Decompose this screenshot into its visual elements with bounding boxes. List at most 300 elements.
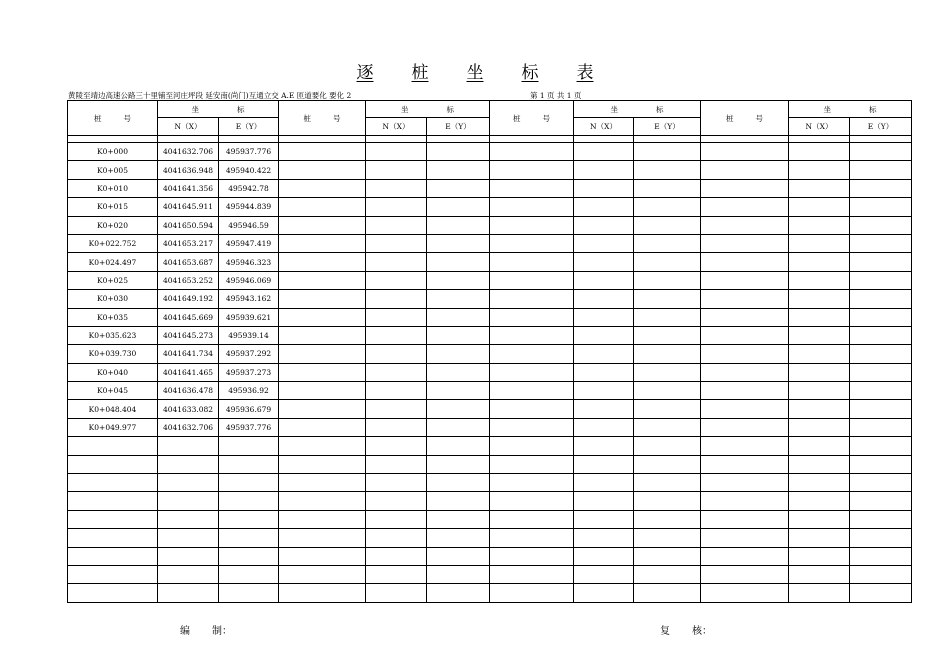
empty-cell <box>634 290 701 308</box>
title-char: 表 <box>576 63 594 83</box>
empty-cell <box>574 455 634 473</box>
empty-cell <box>427 290 490 308</box>
table-row <box>68 198 912 216</box>
empty-cell <box>279 179 366 197</box>
spacer-cell <box>634 136 701 143</box>
table-row <box>68 290 912 308</box>
n-coordinate-cell: 4041645.273 <box>158 326 219 344</box>
empty-cell <box>701 308 789 326</box>
empty-cell <box>634 437 701 455</box>
empty-cell <box>701 437 789 455</box>
empty-cell <box>490 418 574 436</box>
station-cell: K0+025 <box>68 271 158 289</box>
empty-cell <box>789 326 850 344</box>
empty-cell <box>574 437 634 455</box>
empty-cell <box>634 474 701 492</box>
e-coordinate-cell: 495937.292 <box>219 345 279 363</box>
empty-cell <box>574 400 634 418</box>
empty-cell <box>490 271 574 289</box>
empty-cell <box>490 437 574 455</box>
empty-cell <box>366 198 427 216</box>
empty-cell <box>158 565 219 583</box>
empty-cell <box>574 547 634 565</box>
title-char: 桩 <box>411 63 429 83</box>
empty-cell <box>701 290 789 308</box>
empty-cell <box>701 492 789 510</box>
n-coordinate-cell: 4041633.082 <box>158 400 219 418</box>
empty-cell <box>634 326 701 344</box>
empty-cell <box>68 492 158 510</box>
e-coordinate-cell: 495940.422 <box>219 161 279 179</box>
empty-cell <box>366 345 427 363</box>
empty-cell <box>158 455 219 473</box>
spacer-cell <box>366 136 427 143</box>
empty-cell <box>279 437 366 455</box>
n-coordinate-cell: 4041649.192 <box>158 290 219 308</box>
spacer-cell <box>158 136 219 143</box>
station-header-label-a: 桩 <box>303 113 311 123</box>
empty-cell <box>219 455 279 473</box>
empty-cell <box>789 547 850 565</box>
e-coordinate-cell: 495946.323 <box>219 253 279 271</box>
empty-cell <box>701 326 789 344</box>
empty-cell <box>850 492 912 510</box>
empty-cell <box>789 216 850 234</box>
table-row <box>68 345 912 363</box>
empty-cell <box>701 161 789 179</box>
empty-cell <box>789 510 850 528</box>
empty-cell <box>366 143 427 161</box>
empty-cell <box>427 363 490 381</box>
empty-cell <box>701 418 789 436</box>
table-row <box>68 271 912 289</box>
n-header: N（X） <box>789 118 850 136</box>
empty-cell <box>68 584 158 602</box>
empty-cell <box>574 363 634 381</box>
empty-cell <box>789 179 850 197</box>
empty-cell <box>574 492 634 510</box>
e-coordinate-cell: 495943.162 <box>219 290 279 308</box>
empty-cell <box>279 345 366 363</box>
empty-cell <box>490 216 574 234</box>
e-coordinate-cell: 495936.92 <box>219 382 279 400</box>
empty-cell <box>634 308 701 326</box>
empty-cell <box>279 400 366 418</box>
empty-cell <box>490 510 574 528</box>
n-header: N（X） <box>158 118 219 136</box>
n-coordinate-cell: 4041641.356 <box>158 179 219 197</box>
empty-cell <box>789 418 850 436</box>
empty-cell <box>850 234 912 252</box>
empty-cell <box>366 418 427 436</box>
spacer-cell <box>701 136 789 143</box>
e-header: E（Y） <box>634 118 701 136</box>
empty-cell <box>219 510 279 528</box>
title-char: 逐 <box>356 63 374 83</box>
empty-cell <box>574 418 634 436</box>
coordinate-header-label-b: 标 <box>237 104 245 114</box>
station-header-label-a: 桩 <box>513 113 521 123</box>
empty-cell <box>850 179 912 197</box>
table-row <box>68 143 912 161</box>
spacer-cell <box>279 136 366 143</box>
n-coordinate-cell: 4041636.478 <box>158 382 219 400</box>
empty-cell <box>366 382 427 400</box>
empty-cell <box>279 363 366 381</box>
empty-cell <box>366 253 427 271</box>
empty-cell <box>574 382 634 400</box>
empty-cell <box>701 565 789 583</box>
empty-cell <box>850 400 912 418</box>
empty-cell <box>490 400 574 418</box>
empty-cell <box>789 455 850 473</box>
empty-cell <box>850 529 912 547</box>
empty-cell <box>279 253 366 271</box>
empty-cell <box>701 216 789 234</box>
empty-cell <box>427 179 490 197</box>
empty-cell <box>850 382 912 400</box>
empty-cell <box>427 198 490 216</box>
empty-cell <box>490 326 574 344</box>
empty-cell <box>789 308 850 326</box>
empty-cell <box>850 326 912 344</box>
empty-cell <box>789 565 850 583</box>
spacer-cell <box>219 136 279 143</box>
n-coordinate-cell: 4041653.252 <box>158 271 219 289</box>
empty-cell <box>427 143 490 161</box>
empty-cell <box>574 510 634 528</box>
station-cell: K0+035.623 <box>68 326 158 344</box>
n-coordinate-cell: 4041641.734 <box>158 345 219 363</box>
empty-cell <box>850 198 912 216</box>
empty-cell <box>158 437 219 455</box>
empty-cell <box>789 143 850 161</box>
empty-cell <box>427 253 490 271</box>
empty-cell <box>701 179 789 197</box>
empty-cell <box>634 584 701 602</box>
n-coordinate-cell: 4041645.669 <box>158 308 219 326</box>
empty-cell <box>789 161 850 179</box>
table-row <box>68 253 912 271</box>
empty-cell <box>634 547 701 565</box>
empty-cell <box>634 382 701 400</box>
empty-cell <box>850 345 912 363</box>
empty-cell <box>701 474 789 492</box>
empty-cell <box>701 547 789 565</box>
empty-cell <box>279 474 366 492</box>
empty-cell <box>574 234 634 252</box>
table-row <box>68 382 912 400</box>
empty-cell <box>490 308 574 326</box>
empty-cell <box>789 382 850 400</box>
empty-cell <box>850 271 912 289</box>
empty-cell <box>427 565 490 583</box>
empty-cell <box>366 547 427 565</box>
table-row <box>68 492 912 510</box>
empty-cell <box>850 565 912 583</box>
empty-cell <box>279 492 366 510</box>
e-coordinate-cell: 495939.621 <box>219 308 279 326</box>
empty-cell <box>574 216 634 234</box>
empty-cell <box>427 216 490 234</box>
empty-cell <box>68 529 158 547</box>
empty-cell <box>279 198 366 216</box>
empty-cell <box>634 492 701 510</box>
empty-cell <box>850 584 912 602</box>
empty-cell <box>68 455 158 473</box>
empty-cell <box>490 179 574 197</box>
empty-cell <box>789 253 850 271</box>
empty-cell <box>789 271 850 289</box>
empty-cell <box>279 418 366 436</box>
empty-cell <box>850 418 912 436</box>
empty-cell <box>634 345 701 363</box>
n-coordinate-cell: 4041641.465 <box>158 363 219 381</box>
station-cell: K0+000 <box>68 143 158 161</box>
spacer-cell <box>850 136 912 143</box>
empty-cell <box>789 290 850 308</box>
page-title <box>0 58 950 83</box>
empty-cell <box>701 271 789 289</box>
empty-cell <box>850 455 912 473</box>
e-coordinate-cell: 495937.776 <box>219 418 279 436</box>
empty-cell <box>574 290 634 308</box>
station-header-label-a: 桩 <box>94 113 102 123</box>
empty-cell <box>279 290 366 308</box>
station-header <box>279 101 366 136</box>
empty-cell <box>158 584 219 602</box>
empty-cell <box>850 290 912 308</box>
table-row <box>68 547 912 565</box>
empty-cell <box>789 437 850 455</box>
empty-cell <box>427 474 490 492</box>
coordinate-header-label-a: 坐 <box>191 104 199 114</box>
e-coordinate-cell: 495946.069 <box>219 271 279 289</box>
empty-cell <box>634 253 701 271</box>
empty-cell <box>634 363 701 381</box>
e-coordinate-cell: 495936.679 <box>219 400 279 418</box>
empty-cell <box>701 198 789 216</box>
empty-cell <box>574 179 634 197</box>
empty-cell <box>279 547 366 565</box>
reviewer-label: 复 核： <box>660 626 712 637</box>
e-header: E（Y） <box>427 118 490 136</box>
empty-cell <box>490 529 574 547</box>
spacer-cell <box>68 136 158 143</box>
empty-cell <box>279 216 366 234</box>
empty-cell <box>701 382 789 400</box>
empty-cell <box>427 400 490 418</box>
table-row <box>68 400 912 418</box>
n-header: N（X） <box>366 118 427 136</box>
empty-cell <box>158 529 219 547</box>
coordinate-header <box>366 101 490 118</box>
empty-cell <box>68 474 158 492</box>
spacer-cell <box>490 136 574 143</box>
empty-cell <box>366 492 427 510</box>
empty-cell <box>366 308 427 326</box>
empty-cell <box>366 474 427 492</box>
table-row <box>68 584 912 602</box>
empty-cell <box>634 271 701 289</box>
empty-cell <box>850 437 912 455</box>
empty-cell <box>574 198 634 216</box>
empty-cell <box>490 161 574 179</box>
title-char: 标 <box>521 63 539 83</box>
empty-cell <box>574 271 634 289</box>
empty-cell <box>68 437 158 455</box>
n-coordinate-cell: 4041653.687 <box>158 253 219 271</box>
empty-cell <box>701 143 789 161</box>
spacer-cell <box>427 136 490 143</box>
empty-cell <box>279 565 366 583</box>
empty-cell <box>490 474 574 492</box>
empty-cell <box>701 400 789 418</box>
empty-cell <box>366 529 427 547</box>
station-header-label-b: 号 <box>755 113 763 123</box>
table-row <box>68 565 912 583</box>
empty-cell <box>490 234 574 252</box>
empty-cell <box>850 474 912 492</box>
empty-cell <box>279 161 366 179</box>
empty-cell <box>279 510 366 528</box>
n-coordinate-cell: 4041645.911 <box>158 198 219 216</box>
empty-cell <box>850 143 912 161</box>
e-coordinate-cell: 495947.419 <box>219 234 279 252</box>
spacer-cell <box>574 136 634 143</box>
empty-cell <box>158 474 219 492</box>
table-row <box>68 308 912 326</box>
empty-cell <box>366 234 427 252</box>
empty-cell <box>219 547 279 565</box>
empty-cell <box>366 290 427 308</box>
coordinate-header-label-b: 标 <box>656 104 664 114</box>
empty-cell <box>427 437 490 455</box>
empty-cell <box>427 492 490 510</box>
empty-cell <box>158 492 219 510</box>
empty-cell <box>634 161 701 179</box>
empty-cell <box>701 345 789 363</box>
station-cell: K0+049.977 <box>68 418 158 436</box>
empty-cell <box>701 455 789 473</box>
station-cell: K0+045 <box>68 382 158 400</box>
empty-cell <box>634 400 701 418</box>
empty-cell <box>574 143 634 161</box>
table-row <box>68 474 912 492</box>
e-coordinate-cell: 495942.78 <box>219 179 279 197</box>
station-cell: K0+048.404 <box>68 400 158 418</box>
empty-cell <box>366 326 427 344</box>
empty-cell <box>279 143 366 161</box>
empty-cell <box>634 143 701 161</box>
empty-cell <box>366 161 427 179</box>
empty-cell <box>701 253 789 271</box>
empty-cell <box>701 510 789 528</box>
coordinate-header-label-a: 坐 <box>823 104 831 114</box>
n-coordinate-cell: 4041653.217 <box>158 234 219 252</box>
n-coordinate-cell: 4041650.594 <box>158 216 219 234</box>
empty-cell <box>634 455 701 473</box>
station-header-label-b: 号 <box>542 113 550 123</box>
empty-cell <box>701 234 789 252</box>
station-cell: K0+035 <box>68 308 158 326</box>
empty-cell <box>427 234 490 252</box>
empty-cell <box>68 547 158 565</box>
empty-cell <box>850 216 912 234</box>
empty-cell <box>574 161 634 179</box>
empty-cell <box>427 547 490 565</box>
empty-cell <box>427 308 490 326</box>
station-cell: K0+030 <box>68 290 158 308</box>
empty-cell <box>279 308 366 326</box>
empty-cell <box>789 492 850 510</box>
empty-cell <box>490 584 574 602</box>
coordinate-header <box>158 101 279 118</box>
empty-cell <box>427 382 490 400</box>
station-cell: K0+015 <box>68 198 158 216</box>
empty-cell <box>574 529 634 547</box>
empty-cell <box>701 363 789 381</box>
station-cell: K0+039.730 <box>68 345 158 363</box>
empty-cell <box>366 216 427 234</box>
table-row <box>68 418 912 436</box>
empty-cell <box>279 584 366 602</box>
spacer-cell <box>789 136 850 143</box>
empty-cell <box>279 234 366 252</box>
n-coordinate-cell: 4041632.706 <box>158 143 219 161</box>
empty-cell <box>366 179 427 197</box>
table-row <box>68 363 912 381</box>
empty-cell <box>701 584 789 602</box>
empty-cell <box>490 290 574 308</box>
empty-cell <box>279 326 366 344</box>
empty-cell <box>634 510 701 528</box>
empty-cell <box>219 437 279 455</box>
title-char: 坐 <box>466 63 484 83</box>
n-header: N（X） <box>574 118 634 136</box>
empty-cell <box>574 308 634 326</box>
station-header-label-b: 号 <box>123 113 131 123</box>
empty-cell <box>634 179 701 197</box>
empty-cell <box>427 271 490 289</box>
station-header <box>490 101 574 136</box>
empty-cell <box>789 345 850 363</box>
empty-cell <box>427 418 490 436</box>
page-number: 第 1 页 共 1 页 <box>530 91 582 100</box>
empty-cell <box>219 565 279 583</box>
empty-cell <box>68 565 158 583</box>
empty-cell <box>490 253 574 271</box>
empty-cell <box>219 492 279 510</box>
table-row <box>68 216 912 234</box>
empty-cell <box>789 234 850 252</box>
station-cell: K0+020 <box>68 216 158 234</box>
empty-cell <box>634 565 701 583</box>
empty-cell <box>490 143 574 161</box>
e-coordinate-cell: 495946.59 <box>219 216 279 234</box>
empty-cell <box>490 363 574 381</box>
empty-cell <box>490 455 574 473</box>
empty-cell <box>701 529 789 547</box>
empty-cell <box>574 345 634 363</box>
coordinate-table <box>67 100 912 603</box>
empty-cell <box>427 510 490 528</box>
table-row <box>68 326 912 344</box>
empty-cell <box>789 400 850 418</box>
empty-cell <box>574 565 634 583</box>
empty-cell <box>366 455 427 473</box>
station-cell: K0+040 <box>68 363 158 381</box>
